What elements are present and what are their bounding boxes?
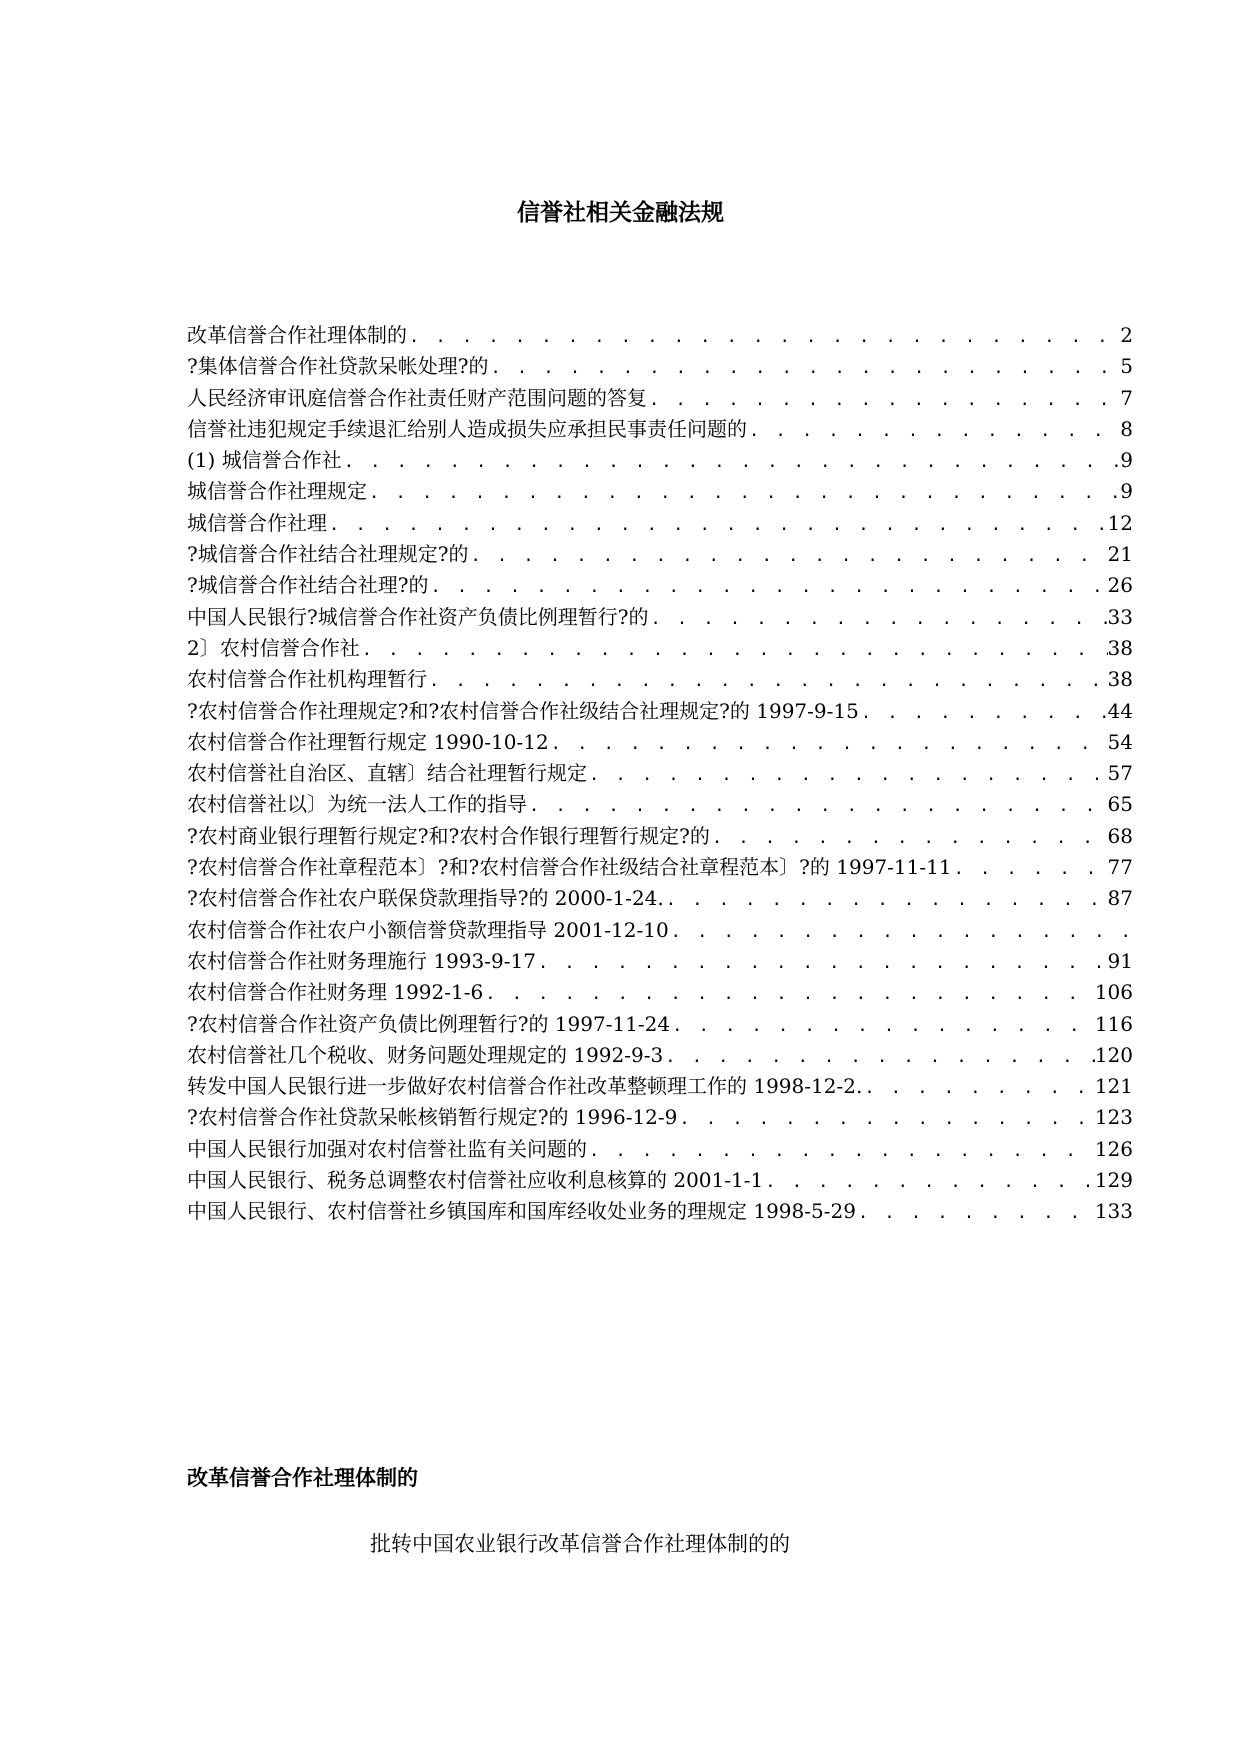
toc-entry-title: 农村信誉社以〕为统一法人工作的指导 <box>187 792 527 817</box>
toc-entry[interactable] <box>187 664 1133 695</box>
toc-dot-leader <box>428 572 1107 601</box>
toc-entry[interactable] <box>187 570 1133 601</box>
toc-entry[interactable] <box>187 852 1133 883</box>
toc-entry[interactable] <box>187 977 1133 1008</box>
toc-entry[interactable] <box>187 758 1133 789</box>
toc-dot-leader <box>407 322 1120 351</box>
toc-entry-page-number: 8 <box>1120 416 1133 441</box>
toc-dot-leader <box>468 541 1107 570</box>
toc-entry-page-number: 77 <box>1107 855 1133 880</box>
toc-dot-leader <box>670 1011 1095 1040</box>
toc-entry[interactable] <box>187 445 1133 476</box>
toc-entry-page-number: 57 <box>1107 761 1133 786</box>
toc-entry[interactable] <box>187 789 1133 820</box>
toc-dot-leader <box>327 510 1108 539</box>
toc-entry-page-number: 91 <box>1107 948 1133 973</box>
toc-entry-title: (1) 城信誉合作社 <box>187 448 342 473</box>
toc-dot-leader <box>710 823 1108 852</box>
toc-dot-leader <box>856 1198 1095 1227</box>
toc-dot-leader <box>527 791 1108 820</box>
toc-dot-leader <box>648 604 1107 633</box>
toc-entry-page-number: 133 <box>1094 1199 1133 1224</box>
toc-entry[interactable] <box>187 351 1133 382</box>
toc-entry-page-number: 54 <box>1107 729 1133 754</box>
toc-dot-leader <box>663 1042 1095 1071</box>
toc-entry[interactable] <box>187 1040 1133 1071</box>
toc-entry-title: 中国人民银行加强对农村信誉社监有关问题的 <box>187 1136 587 1161</box>
toc-entry-title: ?农村信誉合作社章程范本〕?和?农村信誉合作社级结合社章程范本〕?的 1997-11-11 <box>187 855 952 880</box>
toc-entry-title: ?农村信誉合作社理规定?和?农村信誉合作社级结合社理规定?的 1997-9-15 <box>187 698 859 723</box>
toc-dot-leader <box>647 385 1120 414</box>
toc-entry-page-number: 2 <box>1120 323 1133 347</box>
toc-entry-title: 农村信誉合作社财务理施行 1993-9-17 <box>187 948 536 973</box>
toc-dot-leader <box>427 666 1108 695</box>
toc-dot-leader <box>342 447 1121 476</box>
toc-entry-page-number: 123 <box>1094 1105 1133 1130</box>
toc-entry-title: 农村信誉合作社机构理暂行 <box>187 667 427 692</box>
toc-entry-title: ?农村商业银行理暂行规定?和?农村合作银行理暂行规定?的 <box>187 823 710 848</box>
toc-entry-title: 中国人民银行、税务总调整农村信誉社应收利息核算的 2001-1-1 <box>187 1168 764 1193</box>
toc-entry-title: 转发中国人民银行进一步做好农村信誉合作社改革整顿理工作的 1998-12-2. <box>187 1074 863 1099</box>
toc-entry[interactable] <box>187 1102 1133 1133</box>
toc-dot-leader <box>587 760 1108 789</box>
toc-entry-page-number: 21 <box>1107 542 1133 567</box>
toc-entry-page-number: 87 <box>1107 886 1133 911</box>
toc-dot-leader <box>483 979 1095 1008</box>
toc-dot-leader <box>536 948 1108 977</box>
toc-entry[interactable] <box>187 1071 1133 1102</box>
toc-entry-page-number: 44 <box>1107 698 1133 723</box>
toc-entry-page-number: 116 <box>1094 1011 1133 1036</box>
toc-dot-leader <box>763 1167 1095 1196</box>
section-heading: 改革信誉合作社理体制的 <box>187 1466 418 1490</box>
toc-entry-page-number: 9 <box>1120 479 1133 504</box>
toc-entry[interactable] <box>187 727 1133 758</box>
toc-dot-leader <box>862 1073 1095 1102</box>
toc-entry[interactable] <box>187 508 1133 539</box>
toc-entry-page-number: 38 <box>1107 635 1133 660</box>
toc-entry-title: ?农村信誉合作社贷款呆帐核销暂行规定?的 1996-12-9 <box>187 1105 678 1130</box>
toc-entry-page-number: 65 <box>1107 792 1133 817</box>
toc-entry[interactable] <box>187 1134 1133 1165</box>
toc-entry[interactable] <box>187 383 1133 414</box>
toc-entry-page-number: 106 <box>1094 980 1133 1005</box>
toc-entry-title: 农村信誉合作社财务理 1992-1-6 <box>187 980 484 1005</box>
toc-dot-leader <box>360 635 1108 664</box>
document-title: 信誉社相关金融法规 <box>517 200 724 226</box>
toc-entry[interactable] <box>187 1196 1133 1227</box>
toc-entry-title: ?集体信誉合作社贷款呆帐处理?的 <box>187 354 489 379</box>
toc-entry-title: 农村信誉合作社农户小额信誉贷款理指导 2001-12-10 <box>187 917 669 942</box>
toc-dot-leader <box>587 1136 1095 1165</box>
toc-entry[interactable] <box>187 915 1133 946</box>
toc-entry[interactable] <box>187 633 1133 664</box>
toc-dot-leader <box>664 885 1108 914</box>
toc-entry[interactable] <box>187 696 1133 727</box>
toc-dot-leader <box>549 729 1108 758</box>
toc-entry-title: 人民经济审讯庭信誉合作社责任财产范围问题的答复 <box>187 385 647 410</box>
toc-entry-title: 中国人民银行?城信誉合作社资产负债比例理暂行?的 <box>187 604 649 629</box>
toc-entry-title: ?城信誉合作社结合社理规定?的 <box>187 542 469 567</box>
section-subtitle: 批转中国农业银行改革信誉合作社理体制的的 <box>370 1532 790 1556</box>
toc-dot-leader <box>488 353 1120 382</box>
toc-dot-leader <box>669 917 1133 946</box>
toc-entry-page-number: 68 <box>1107 823 1133 848</box>
toc-entry[interactable] <box>187 883 1133 914</box>
toc-entry-title: 中国人民银行、农村信誉社乡镇国库和国库经收处业务的理规定 1998-5-29 <box>187 1199 856 1224</box>
toc-entry-page-number: 5 <box>1120 354 1133 379</box>
toc-dot-leader <box>952 854 1108 883</box>
toc-entry-title: 农村信誉社自治区、直辖〕结合社理暂行规定 <box>187 761 587 786</box>
toc-entry[interactable] <box>187 821 1133 852</box>
toc-entry[interactable] <box>187 1009 1133 1040</box>
toc-entry-page-number: 38 <box>1107 667 1133 692</box>
toc-entry-title: 改革信誉合作社理体制的 <box>187 323 407 347</box>
toc-entry[interactable] <box>187 1165 1133 1196</box>
table-of-contents <box>187 320 1133 1228</box>
toc-dot-leader <box>747 416 1120 445</box>
toc-entry-title: 农村信誉社几个税收、财务问题处理规定的 1992-9-3 <box>187 1042 664 1067</box>
toc-entry-page-number: 129 <box>1094 1168 1133 1193</box>
toc-dot-leader <box>367 478 1120 507</box>
toc-entry[interactable] <box>187 476 1133 507</box>
toc-entry-page-number: 121 <box>1094 1074 1133 1099</box>
toc-entry-page-number: 33 <box>1107 604 1133 629</box>
toc-entry-page-number: 7 <box>1120 385 1133 410</box>
toc-entry-page-number: 12 <box>1107 510 1133 535</box>
toc-entry[interactable] <box>187 414 1133 445</box>
toc-entry-title: 2〕农村信誉合作社 <box>187 635 360 660</box>
toc-entry-page-number: 9 <box>1120 448 1133 473</box>
toc-entry-page-number: 120 <box>1094 1042 1133 1067</box>
toc-entry-page-number: 26 <box>1107 573 1133 598</box>
toc-entry-title: 城信誉合作社理 <box>187 510 327 535</box>
toc-entry[interactable] <box>187 602 1133 633</box>
toc-entry-title: 信誉社违犯规定手续退汇给别人造成损失应承担民事责任问题的 <box>187 416 747 441</box>
toc-entry-title: 城信誉合作社理规定 <box>187 479 367 504</box>
toc-entry-title: ?农村信誉合作社资产负债比例理暂行?的 1997-11-24 <box>187 1011 671 1036</box>
toc-entry-title: 农村信誉合作社理暂行规定 1990-10-12 <box>187 729 549 754</box>
toc-entry[interactable] <box>187 320 1133 351</box>
toc-dot-leader <box>677 1104 1094 1133</box>
toc-entry-title: ?城信誉合作社结合社理?的 <box>187 573 429 598</box>
toc-entry-page-number: 126 <box>1094 1136 1133 1161</box>
toc-entry[interactable] <box>187 946 1133 977</box>
toc-entry[interactable] <box>187 539 1133 570</box>
toc-entry-title: ?农村信誉合作社农户联保贷款理指导?的 2000-1-24. <box>187 886 664 911</box>
toc-dot-leader <box>859 698 1108 727</box>
